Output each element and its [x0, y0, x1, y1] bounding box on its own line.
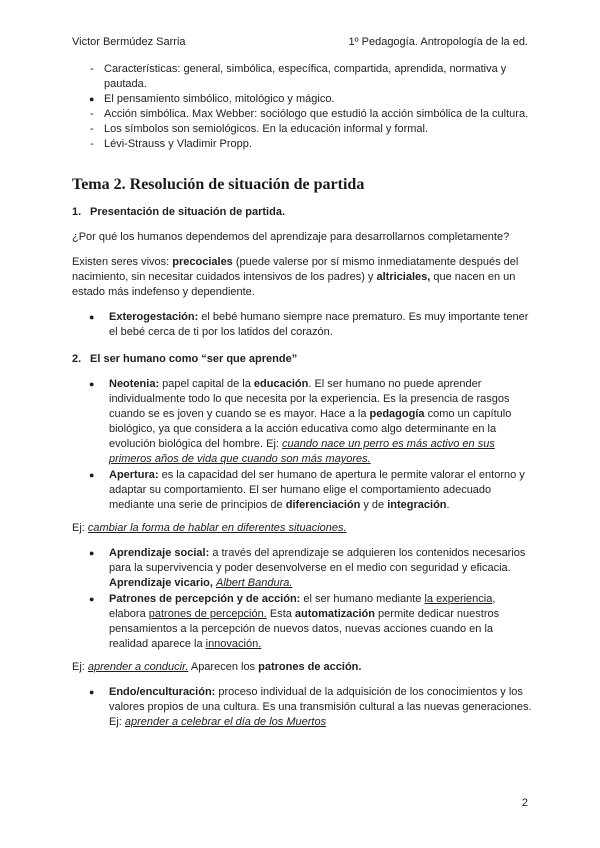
section1-title: Presentación de situación de partida.	[90, 206, 285, 218]
list-item-text: Características: general, simbólica, específica, compartida, aprendida, normativa y pautada.	[104, 63, 507, 90]
list-item	[72, 685, 532, 730]
example-text: aprender a conducir.	[87, 661, 189, 673]
text-run: Esta	[266, 608, 295, 620]
text-run: , elabora	[109, 593, 496, 620]
example-text: aprender a celebrar el día de los Muertos	[124, 716, 327, 728]
example-text: Albert Bandura.	[216, 577, 293, 589]
list-item	[72, 546, 532, 591]
text-run: (puede valerse por sí mismo inmediatamente después del nacimiento, sin necesitar cuidados intensivos de los padres) y	[72, 256, 519, 283]
section2-bullets-a	[72, 377, 532, 513]
list-marker: -	[90, 63, 94, 75]
list-item	[72, 310, 532, 340]
list-item-text: Los símbolos son semiológicos. En la educación informal y formal.	[104, 123, 429, 135]
section2-title: El ser humano como “ser que aprende”	[90, 353, 298, 365]
text-run: como un capítulo biológico, ya que considera a la acción educativa como algo determinante en la evolución biológica del hombre. Ej:	[109, 408, 512, 450]
term-diferenciacion: diferenciación	[285, 499, 361, 511]
term-automatizacion: automatización	[294, 608, 375, 620]
section2-bullets-c	[72, 685, 532, 730]
text-run: proceso individual de la adquisición de los conocimientos y los valores propios de una cultura. Es una transmisión cultural a las nuevas generaciones. Ej:	[109, 686, 532, 728]
example-paragraph-1	[72, 521, 532, 536]
text-run: Ej:	[72, 661, 88, 673]
text-run: . El ser humano no puede aprender individualmente todo lo que necesita por la experiencia. Es la presencia de rasgos cuando se es joven y cuando se es mayor. Hace a la	[109, 378, 510, 420]
list-item	[72, 377, 532, 467]
term-precociales: precociales	[172, 256, 233, 268]
section1-question: ¿Por qué los humanos dependemos del aprendizaje para desarrollarnos completamente?	[72, 231, 510, 243]
section1-bullets	[72, 310, 532, 340]
bullet-marker: ●	[89, 594, 95, 604]
bullet-marker: ●	[89, 312, 95, 322]
list-item	[72, 592, 532, 652]
section1-paragraph	[72, 255, 532, 300]
list-item	[72, 468, 532, 513]
section1-number: 1.	[72, 206, 82, 218]
bullet-marker: ●	[89, 470, 95, 480]
list-marker: ●	[89, 94, 95, 104]
list-item	[72, 107, 532, 122]
text-run: que nacen en un estado más indefenso y dependiente.	[72, 271, 516, 298]
term-aprendizaje-social: Aprendizaje social:	[109, 547, 210, 559]
text-run: y de	[360, 499, 388, 511]
term-aprendizaje-vicario: Aprendizaje vicario,	[109, 577, 213, 589]
list-item	[72, 137, 532, 152]
list-item-text: Lévi-Strauss y Vladimir Propp.	[104, 138, 252, 150]
bullet-marker: ●	[89, 687, 95, 697]
underlined-text: la experiencia	[424, 593, 493, 605]
bullet-marker: ●	[89, 379, 95, 389]
text-run: .	[446, 499, 450, 511]
header-author: Victor Bermúdez Sarria	[72, 36, 186, 48]
section2-number: 2.	[72, 353, 82, 365]
header-course: 1º Pedagogía. Antropología de la ed.	[348, 36, 528, 48]
term-patrones-accion: patrones de acción.	[258, 661, 362, 673]
list-item	[72, 122, 532, 137]
list-marker: -	[90, 138, 94, 150]
example-paragraph-2	[72, 660, 532, 675]
list-item-text: Acción simbólica. Max Webber: sociólogo que estudió la acción simbólica de la cultura.	[104, 108, 529, 120]
term-integracion: integración	[387, 499, 447, 511]
text-run: permite dedicar nuestros pensamientos a la percepción de nuevos datos, nuevas acciones cuando en la realidad aparece la	[109, 608, 500, 650]
intro-list	[72, 62, 532, 152]
term-pedagogia: pedagogía	[369, 408, 425, 420]
text-run: Existen seres vivos:	[72, 256, 173, 268]
list-item	[72, 92, 532, 107]
underlined-text: patrones de percepción.	[148, 608, 267, 620]
term-educacion: educación	[253, 378, 309, 390]
tema-heading: Tema 2. Resolución de situación de partida	[72, 176, 365, 193]
list-item	[72, 62, 532, 92]
bullet-marker: ●	[89, 548, 95, 558]
text-run: Aparecen los	[188, 661, 259, 673]
term-exterogestacion: Exterogestación:	[109, 311, 199, 323]
page-content	[72, 62, 532, 731]
section1-heading	[72, 205, 532, 220]
text-run: el ser humano mediante	[300, 593, 425, 605]
example-text: cambiar la forma de hablar en diferentes situaciones.	[87, 522, 347, 534]
page-header	[72, 36, 528, 50]
page-number: 2	[521, 797, 528, 809]
text-run: es la capacidad del ser humano de apertura le permite valorar el entorno y adaptar su comportamiento. El ser humano elige el comportamiento adecuado mediante una serie de principios de	[109, 469, 525, 511]
term-altriciales: altriciales,	[376, 271, 431, 283]
text-run: papel capital de la	[159, 378, 254, 390]
section2-bullets-b	[72, 546, 532, 652]
example-text: cuando nace un perro es más activo en sus primeros años de vida que cuando son más mayores.	[109, 438, 495, 465]
list-item-text: El pensamiento simbólico, mitológico y mágico.	[104, 93, 335, 105]
term-neotenia: Neotenia:	[109, 378, 160, 390]
text-run: el bebé humano siempre nace prematuro. Es muy importante tener el bebé cerca de ti por los latidos del corazón.	[109, 311, 529, 338]
term-patrones: Patrones de percepción y de acción:	[109, 593, 301, 605]
text-run: Ej:	[72, 522, 88, 534]
underlined-text: innovación.	[205, 638, 262, 650]
list-marker: -	[90, 108, 94, 120]
term-enculturacion: Endo/enculturación:	[109, 686, 216, 698]
text-run: a través del aprendizaje se adquieren los contenidos necesarios para la supervivencia y poder desenvolverse en el medio con seguridad y eficacia.	[109, 547, 526, 574]
section2-heading	[72, 352, 532, 367]
term-apertura: Apertura:	[109, 469, 159, 481]
list-marker: -	[90, 123, 94, 135]
